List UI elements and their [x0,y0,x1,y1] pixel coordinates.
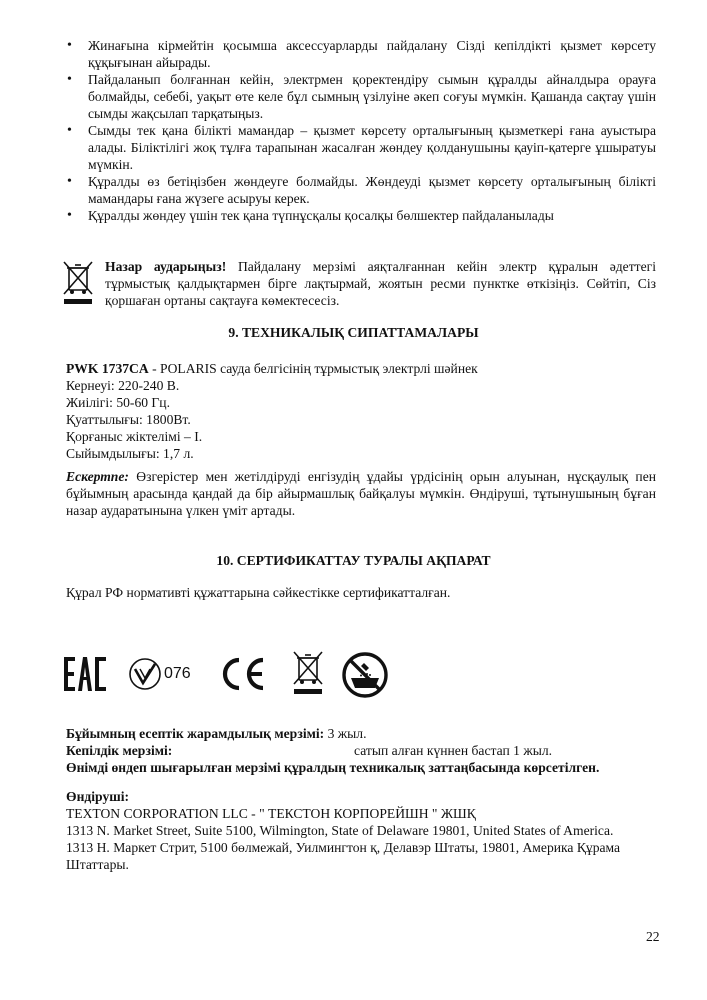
crossed-bin-icon [60,258,96,308]
bullet-item: • Сымды тек қана білікті мамандар – қызмет көрсету орталығының қызметкері ғана ауыстыра алады. Біліктілігі жоқ тұлға тарапынан жасалған жөндеу қолданушыны қауіп-қатерге ұшыратуы мүмкін. [66,122,656,173]
tech-specs [66,360,656,462]
spec-line: Кернеуі: 220-240 В. [66,378,180,393]
spec-line: Жиілігі: 50-60 Гц. [66,395,170,410]
bullet-item: • Құралды өз бетіңізбен жөндеуге болмайды. Жөндеуді қызмет көрсету орталығының білікті мамандары ғана жүзеге асыруы керек. [66,173,656,207]
section-10-title: 10. СЕРТИФИКАТТАУ ТУРАЛЫ АҚПАРАТ [216,553,491,568]
page-number: 22 [646,929,660,944]
note-label: Ескертпе: [66,469,129,484]
manufacturer-block [66,788,666,873]
safety-bullet-list [66,37,656,224]
manufacturer-line: 1313 Н. Маркет Стрит, 5100 бөлмежай, Уилмингтон қ, Делавэр Штаты, 19801, Америка Құрама [66,840,621,855]
eac-mark-icon [64,657,106,691]
manufacturer-line: 1313 N. Market Street, Suite 5100, Wilmington, State of Delaware 19801, United States of America. [66,823,614,838]
certification-logos [60,645,400,705]
bullet-item: • Жинағына кірмейтін қосымша аксессуарларды пайдалану Сізді кепілдікті қызмет көрсету құқығынан айырады. [66,37,656,71]
warranty-value: сатып алған күннен бастап 1 жыл. [354,743,553,758]
spec-line: Қорғаныс жіктелімі – I. [66,429,203,444]
manufacturer-line: Штаттары. [66,857,129,872]
manufacturer-title: Өндіруші: [66,789,130,804]
change-note [66,468,656,519]
no-water-bath-icon [342,652,388,698]
crossed-bin-icon [290,648,326,698]
conformity-mark-icon [128,657,162,691]
service-life-value: 3 жыл. [324,726,367,741]
production-date-note: Өнімді өндеп шығарылған мерзімі құралдың техникалық заттаңбасында көрсетілген. [66,760,600,775]
disposal-notice [60,258,656,309]
cert-code: 076 [164,665,191,682]
ce-mark-icon [218,657,266,691]
bullet-item: • Пайдаланып болғаннан кейін, электрмен қоректендіру сымын құралды айналдыра орауға болмайды, себебі, уақыт өте келе бұл сымның үзілуіне әкеп соғуы мүмкін. Қашанда сақтау үшін сымды жақсылап тарқатыңыз. [66,71,656,122]
bullet-item: • Құралды жөндеу үшін тек қана түпнұсқалы қосалқы бөлшектер пайдаланылады [66,207,656,224]
note-text: Өзгерістер мен жетілдіруді енгізудің ұдайы үрдісінің орын алуынан, нұсқаулық пен бұйымның арасында қандай да бір айырмашлық байқалуы мүмкін. Өндіруші, тұтынушының бұған назар аударатынына үлкен үміт артады. [66,469,656,518]
service-life-label: Бұйымның есептік жарамдылық мерзімі: [66,726,325,741]
warranty-label: Кепілдік мерзімі: [66,743,173,758]
model-name: PWK 1737CA [66,361,149,376]
section-9-title: 9. ТЕХНИКАЛЫҚ СИПАТТАМАЛАРЫ [228,325,479,340]
model-description: - POLARIS сауда белгісінің тұрмыстық электрлі шәйнек [148,361,478,376]
manufacturer-line: TEXTON CORPORATION LLC - " ТЕКСТОН КОРПОРЕЙШН " ЖШҚ [66,806,476,821]
certification-text: Құрал РФ нормативті құжаттарына сәйкестікке сертификатталған. [66,585,451,600]
notice-label: Назар аударыңыз! [105,259,227,274]
notice-text: Пайдалану мерзімі аяқталғаннан кейін электр құралын әдеттегі тұрмыстық қалдықтармен бірге лақтырмай, жоятын ресми пунктке өткізіңіз. Сөйтіп, Сіз қоршаған ортаны сақтауға көмектесесіз. [105,259,656,308]
service-life-block [66,725,666,776]
spec-line: Қуаттылығы: 1800Вт. [66,412,191,427]
spec-line: Сыйымдылығы: 1,7 л. [66,446,194,461]
